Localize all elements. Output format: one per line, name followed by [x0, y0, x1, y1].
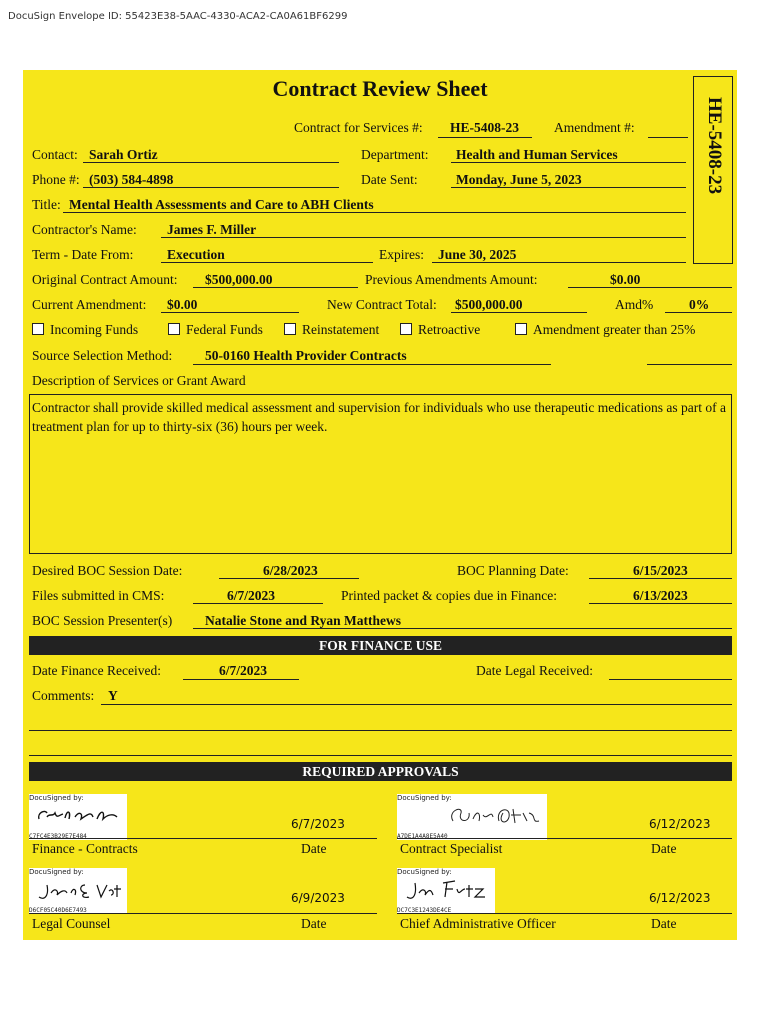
- source-selection-value: 50-0160 Health Provider Contracts: [205, 348, 407, 363]
- checkbox-label: Retroactive: [418, 322, 481, 337]
- signature-chief-administrative-officer: [397, 868, 495, 914]
- cms-value: 6/7/2023: [227, 588, 276, 603]
- date-label: Date: [651, 841, 677, 856]
- legal-received-label: Date Legal Received:: [476, 663, 593, 678]
- date-label: Date: [301, 916, 327, 931]
- signature-contract-specialist: [397, 794, 547, 840]
- checkbox-retroactive[interactable]: [400, 322, 480, 338]
- signature-code: A7DE1A4A8E5A40: [397, 833, 448, 840]
- finance-received-label: Date Finance Received:: [32, 663, 161, 678]
- chief-administrative-officer-role: Chief Administrative Officer: [400, 916, 556, 931]
- finance-received-value: 6/7/2023: [219, 663, 268, 678]
- checkbox-label: Amendment greater than 25%: [533, 322, 696, 337]
- current-amendment-value: $0.00: [167, 297, 198, 312]
- comments-value: Y: [108, 688, 118, 703]
- boc-session-label: Desired BOC Session Date:: [32, 563, 183, 578]
- department-label: Department:: [361, 147, 429, 162]
- description-label: Description of Services or Grant Award: [32, 373, 246, 388]
- date-sent-value: Monday, June 5, 2023: [456, 172, 582, 187]
- contract-specialist-role: Contract Specialist: [400, 841, 503, 856]
- contract-number-label: Contract for Services #:: [294, 120, 423, 135]
- signature-code: D6CF05C40D6E7493: [29, 907, 87, 914]
- checkbox-incoming-funds[interactable]: [32, 322, 138, 338]
- contract-specialist-date: 6/12/2023: [649, 817, 711, 831]
- previous-amendments-value: $0.00: [610, 272, 641, 287]
- printed-packet-label: Printed packet & copies due in Finance:: [341, 588, 557, 603]
- checkbox-reinstatement[interactable]: [284, 322, 379, 338]
- signature-code: DC7C3E1243DE4CE: [397, 907, 452, 914]
- current-amendment-label: Current Amendment:: [32, 297, 147, 312]
- signature-code: C7FC4E3B29E7E484: [29, 833, 87, 840]
- new-total-label: New Contract Total:: [327, 297, 437, 312]
- contractor-label: Contractor's Name:: [32, 222, 137, 237]
- vertical-contract-id-box: [693, 76, 733, 264]
- contract-title-value: Mental Health Assessments and Care to ABH Clients: [69, 197, 374, 212]
- comments-label: Comments:: [32, 688, 95, 703]
- expires-label: Expires:: [379, 247, 424, 262]
- checkbox-box[interactable]: [284, 323, 296, 335]
- boc-planning-label: BOC Planning Date:: [457, 563, 569, 578]
- checkbox-label: Federal Funds: [186, 322, 263, 337]
- finance-contracts-role: Finance - Contracts: [32, 841, 138, 856]
- signature-legal-counsel: [29, 868, 127, 914]
- date-label: Date: [301, 841, 327, 856]
- checkbox-label: Reinstatement: [302, 322, 380, 337]
- checkbox-amendment-over-25[interactable]: [515, 322, 695, 338]
- original-amount-label: Original Contract Amount:: [32, 272, 178, 287]
- date-sent-label: Date Sent:: [361, 172, 418, 187]
- docusigned-by-label: DocuSigned by:: [397, 868, 452, 876]
- checkbox-box[interactable]: [400, 323, 412, 335]
- contract-review-sheet: [23, 70, 737, 940]
- docusigned-by-label: DocuSigned by:: [29, 868, 84, 876]
- checkbox-box[interactable]: [32, 323, 44, 335]
- new-total-value: $500,000.00: [455, 297, 523, 312]
- phone-label: Phone #:: [32, 172, 80, 187]
- expires-value: June 30, 2025: [438, 247, 517, 262]
- legal-counsel-role: Legal Counsel: [32, 916, 111, 931]
- page-title: Contract Review Sheet: [272, 76, 488, 101]
- phone-value: (503) 584-4898: [89, 172, 174, 187]
- checkbox-box[interactable]: [515, 323, 527, 335]
- printed-packet-value: 6/13/2023: [633, 588, 688, 603]
- signature-finance-contracts: [29, 794, 127, 840]
- date-label: Date: [651, 916, 677, 931]
- presenter-label: BOC Session Presenter(s): [32, 613, 173, 628]
- amd-percent-label: Amd%: [615, 297, 654, 312]
- required-approvals-header: REQUIRED APPROVALS: [29, 762, 732, 781]
- department-value: Health and Human Services: [456, 147, 618, 162]
- legal-counsel-date: 6/9/2023: [291, 891, 345, 905]
- signature-image: [403, 877, 493, 905]
- contact-value: Sarah Ortiz: [89, 147, 158, 162]
- docusigned-by-label: DocuSigned by:: [29, 794, 84, 802]
- amendment-number-label: Amendment #:: [554, 120, 635, 135]
- source-selection-label: Source Selection Method:: [32, 348, 173, 363]
- cms-label: Files submitted in CMS:: [32, 588, 165, 603]
- finance-contracts-date: 6/7/2023: [291, 817, 345, 831]
- description-text: Contractor shall provide skilled medical assessment and supervision for individuals who use therapeutic medications as part of a treatment plan for up to thirty-six (36) hours per week.: [29, 394, 732, 554]
- previous-amendments-label: Previous Amendments Amount:: [365, 272, 538, 287]
- envelope-id: DocuSign Envelope ID: 55423E38-5AAC-4330-ACA2-CA0A61BF6299: [8, 11, 348, 22]
- signature-image: [35, 803, 125, 829]
- checkbox-label: Incoming Funds: [50, 322, 139, 337]
- vertical-contract-id: HE-5408-23: [704, 97, 725, 195]
- contract-title-label: Title:: [32, 197, 61, 212]
- presenter-value: Natalie Stone and Ryan Matthews: [205, 613, 402, 628]
- signature-image: [447, 803, 542, 831]
- term-from-value: Execution: [167, 247, 225, 262]
- boc-session-value: 6/28/2023: [263, 563, 318, 578]
- checkbox-federal-funds[interactable]: [168, 322, 263, 338]
- boc-planning-value: 6/15/2023: [633, 563, 688, 578]
- finance-use-header: FOR FINANCE USE: [29, 636, 732, 655]
- contractor-value: James F. Miller: [167, 222, 257, 237]
- checkbox-box[interactable]: [168, 323, 180, 335]
- contract-number-value: HE-5408-23: [450, 120, 519, 135]
- chief-administrative-officer-date: 6/12/2023: [649, 891, 711, 905]
- term-from-label: Term - Date From:: [32, 247, 134, 262]
- contact-label: Contact:: [32, 147, 78, 162]
- original-amount-value: $500,000.00: [205, 272, 273, 287]
- signature-image: [35, 877, 125, 905]
- amd-percent-value: 0%: [689, 297, 710, 312]
- docusigned-by-label: DocuSigned by:: [397, 794, 452, 802]
